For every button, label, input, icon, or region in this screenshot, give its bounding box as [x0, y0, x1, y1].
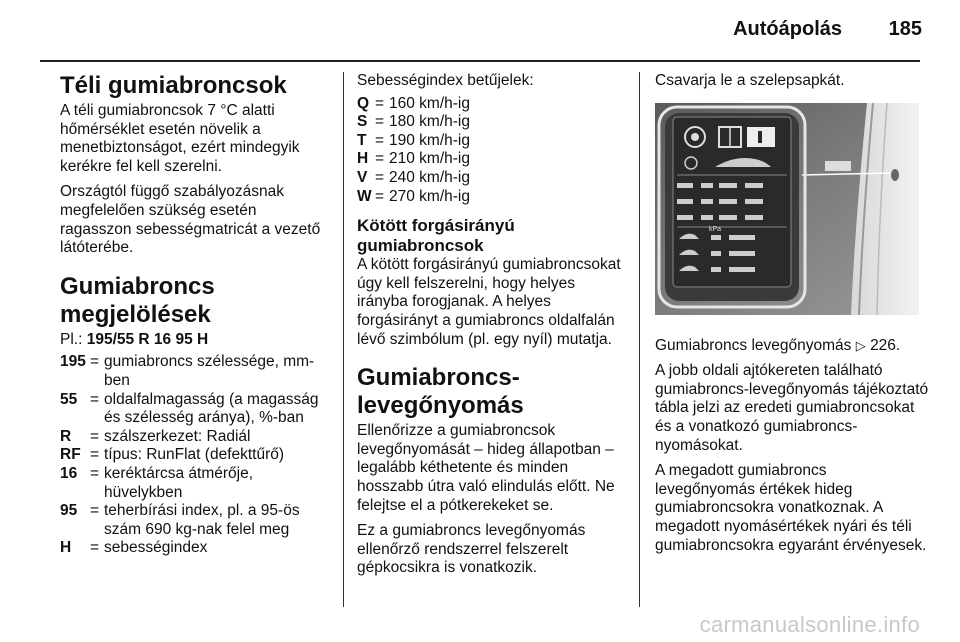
speed-index-row	[357, 150, 629, 169]
heading-tire-pressure: Gumiabroncs-levegőnyomás	[357, 364, 524, 420]
column-middle	[357, 72, 629, 585]
paragraph: A kötött forgásirányú gumiabroncsokat úgy kell felszerelni, hogy helyes irányba forogjanak. A helyes forgásirányt a gumiabroncs oldalfalán lévő szimbólum (pl. egy nyíl) mutatja.	[357, 256, 621, 348]
definition-term: 195	[60, 353, 86, 371]
speed-letter: T	[357, 131, 367, 149]
speed-index-row	[357, 188, 629, 207]
reference-arrow-icon: ▷	[855, 337, 866, 353]
definition-term: RF	[60, 446, 81, 464]
definition-row	[60, 353, 332, 390]
equals-sign: =	[90, 427, 100, 445]
definition-term: 55	[60, 390, 78, 408]
equals-sign: =	[375, 113, 385, 131]
equals-sign: =	[375, 150, 385, 168]
speed-index-list	[357, 95, 629, 207]
definition-term: H	[60, 539, 72, 557]
equals-sign: =	[375, 131, 385, 149]
speed-value: 240 km/h-ig	[389, 168, 470, 186]
speed-index-row	[357, 95, 629, 114]
speed-value: 190 km/h-ig	[389, 131, 470, 149]
heading-tire-markings: Gumiabroncs megjelölések	[60, 272, 215, 328]
example-code: 195/55 R 16 95 H	[86, 330, 209, 348]
definition-desc: szálszerkezet: Radiál	[104, 427, 251, 445]
kpa-label: kPa	[709, 225, 722, 233]
speed-value: 180 km/h-ig	[389, 113, 470, 131]
equals-sign: =	[375, 94, 385, 112]
caption-text: Gumiabroncs levegőnyomás	[655, 336, 852, 354]
speed-index-row	[357, 132, 629, 151]
column-right	[655, 72, 930, 562]
example-prefix: Pl.:	[60, 330, 87, 348]
definition-desc: sebességindex	[104, 539, 208, 557]
speed-letter: V	[357, 168, 368, 186]
definition-list	[60, 353, 332, 558]
definition-row	[60, 539, 332, 558]
paragraph: Ellenőrizze a gumiabroncsok levegőnyomását – hideg állapotban – legalább kéthetente és minden hosszabb útra való elindulás előtt. Ne felejtse el a pótkerekeket se.	[357, 422, 615, 514]
definition-desc: típus: RunFlat (defekttűrő)	[104, 446, 285, 464]
tire-pressure-label-photo	[655, 103, 919, 315]
equals-sign: =	[90, 464, 100, 482]
heading-winter-tires: Téli gumiabroncsok	[60, 72, 287, 99]
equals-sign: =	[90, 390, 100, 408]
definition-term: 95	[60, 502, 78, 520]
speed-value: 270 km/h-ig	[389, 187, 470, 205]
equals-sign: =	[375, 187, 385, 205]
paragraph: A téli gumiabroncsok 7 °C alatti hőmérséklet esetén növelik a menetbiztonságot, ezért mindegyik kerékre fel kell szerelni.	[60, 102, 300, 175]
paragraph: Csavarja le a szelepsapkát.	[655, 72, 845, 89]
equals-sign: =	[90, 446, 100, 464]
speed-letter: S	[357, 113, 368, 131]
equals-sign: =	[375, 168, 385, 186]
header-rule	[40, 60, 920, 62]
speed-intro: Sebességindex betűjelek:	[357, 72, 534, 89]
example-line	[60, 331, 332, 350]
heading-directional-tires: Kötött forgásirányú gumiabroncsok	[357, 216, 515, 256]
definition-row	[60, 428, 332, 447]
definition-row	[60, 502, 332, 539]
column-divider	[343, 72, 344, 607]
photo-caption	[655, 337, 930, 356]
definition-term: R	[60, 427, 72, 445]
column-divider	[639, 72, 640, 607]
page-section-title: Autóápolás	[733, 18, 842, 40]
definition-row	[60, 465, 332, 502]
speed-letter: Q	[357, 94, 370, 112]
paragraph: A jobb oldali ajtókereten található gumiabroncs-levegőnyomás tájékoztató tábla jelzi az eredeti gumiabroncsokat és a vonatkozó gumiabroncs-nyomásokat.	[655, 362, 929, 454]
speed-value: 160 km/h-ig	[389, 94, 470, 112]
paragraph: Ez a gumiabroncs levegőnyomás ellenőrző rendszerrel felszerelt gépkocsikra is vonatkozik.	[357, 522, 586, 577]
equals-sign: =	[90, 539, 100, 557]
speed-letter: H	[357, 150, 369, 168]
equals-sign: =	[90, 502, 100, 520]
definition-desc: teherbírási index, pl. a 95-ös szám 690 kg-nak felel meg	[104, 502, 300, 538]
equals-sign: =	[90, 353, 100, 371]
speed-index-row	[357, 169, 629, 188]
column-left	[60, 72, 332, 558]
definition-row	[60, 391, 332, 428]
definition-term: 16	[60, 464, 78, 482]
speed-index-row	[357, 113, 629, 132]
definition-row	[60, 446, 332, 465]
definition-desc: oldalfalmagasság (a magasság és szélesség aránya), %-ban	[104, 390, 319, 427]
definition-desc: gumiabroncs szélessége, mm-ben	[104, 353, 315, 389]
paragraph: A megadott gumiabroncs levegőnyomás értékek hideg gumiabroncsokra vonatkoznak. A megadott nyomásértékek nyári és téli gumiabroncsokra egyaránt érvényesek.	[655, 462, 927, 554]
paragraph: Országtól függő szabályozásnak megfelelően szükség esetén ragasszon sebességmatricát a vezető látóterébe.	[60, 183, 321, 257]
speed-letter: W	[357, 187, 372, 205]
watermark: carmanualsonline.info	[699, 612, 920, 637]
definition-desc: keréktárcsa átmérője, hüvelykben	[104, 464, 254, 501]
speed-value: 210 km/h-ig	[389, 150, 470, 168]
caption-page-ref[interactable]: 226.	[870, 336, 901, 354]
page-number: 185	[888, 18, 922, 40]
